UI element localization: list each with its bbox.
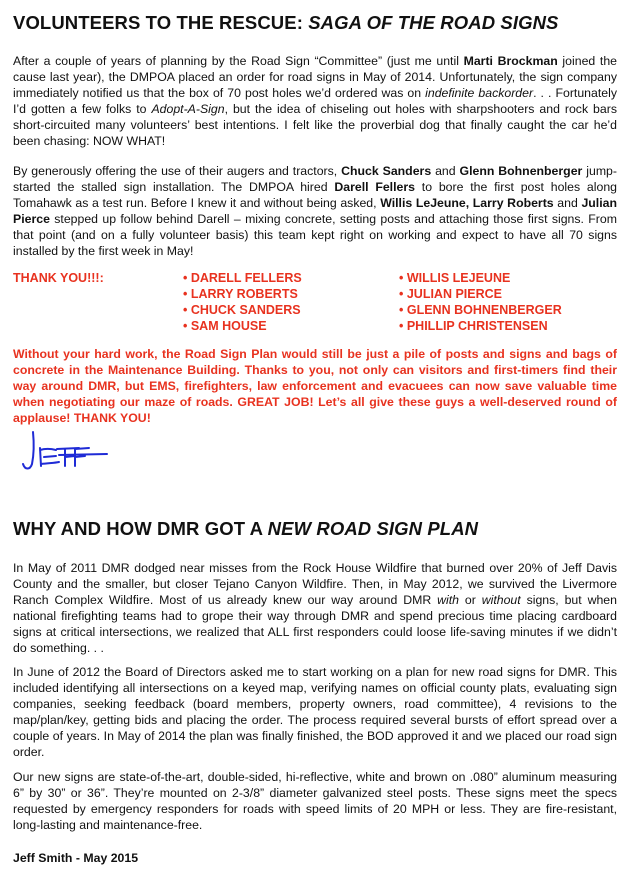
thank-you-list [13,270,617,334]
list-item: • JULIAN PIERCE [399,287,503,301]
list-item: • WILLIS LEJEUNE [399,271,511,285]
emphasis: Adopt-A-Sign [151,101,225,116]
volunteer-name: Glenn Bohnenberger [459,164,583,178]
volunteer-name: Chuck Sanders [341,164,432,178]
article2-title [13,518,478,540]
article1-paragraph-2: By generously offering the use of their augers and tractors, Chuck Sanders and Glenn Bohnenberger jump-started the stalled sign installation. The DMPOA hired Darell Fellers to bore the first post holes along Tomahawk as a test run. Before I knew it and without being asked, Willis LeJeune, Larry Roberts and Julian Pierce stepped up follow behind Darell – mixing concrete, setting posts and attaching those first signs. From that point (and on a fully volunteer basis) this team kept right on working and expect to have all 70 signs installed by the first week in May! [13,164,618,258]
article1-paragraph-1: After a couple of years of planning by the Road Sign “Committee” (just me until Marti Brockman joined the cause last year), the DMPOA placed an order for road signs in May of 2014. Unfortunately, the sign company immediately notified us that the box of 70 post holes we’d ordered was on indefinite backorder. . . Fortunately I’d gotten a few folks to Adopt-A-Sign, but the idea of chiseling out holes with sharpshooters and rock bars short-circuited many volunteers’ best intentions. I felt like the proverbial dog that finally caught the car he’d been chasing: NOW WHAT! [13,54,617,148]
list-item: • GLENN BOHNENBERGER [399,303,562,317]
volunteer-name: Julian Pierce [13,195,617,226]
jeff-signature [19,428,111,478]
article1-title-plain: VOLUNTEERS TO THE RESCUE: [13,12,309,33]
article2-title-plain: WHY AND HOW DMR GOT A [13,518,268,539]
article2-paragraph-1: In May of 2011 DMR dodged near misses from the Rock House Wildfire that burned over 20% of Jeff Davis County and the smaller, but closer Tejano Canyon Wildfire. Then, in May 2012, we survived the Livermore Ranch Complex Wildfire. Most of us already knew our way around DMR with or without signs, but when national firefighting teams had to grope their way through DMR and spend precious time placing cardboard signs at critical intersections, we realized that ALL first responders could loose life-saving minutes if we didn’t do something. . . [13,561,617,655]
emphasis: indefinite backorder [425,85,534,100]
volunteer-name: Darell Fellers [334,179,415,194]
article1-title-italic: SAGA OF THE ROAD SIGNS [308,12,559,33]
volunteer-name: Marti Brockman [463,54,558,68]
article1-title [13,12,558,34]
emphasis: with [437,592,459,607]
thank-you-label: THANK YOU!!!: [13,271,104,285]
article2-paragraph-3: Our new signs are state-of-the-art, double-sided, hi-reflective, white and brown on .080” aluminum measuring 6” by 30” or 36”. They’re mounted on 2-3/8” diameter galvanized steel posts. These signs meet the specs requested by emergency responders for roads with speed limits of 20 MPH or less. They are fire-resistant, long-lasting and maintenance-free. [13,770,617,832]
article2-paragraph-2: In June of 2012 the Board of Directors asked me to start working on a plan for new road signs for DMR. This included identifying all intersections on a keyed map, verifying names on official county plats, evaluating sign companies, seeking feedback (board members, property owners, road committee), 4 revisions to the map/plan/key, getting bids and placing the order. The process required several bursts of effort spread over a couple of years. In May of 2014 the plan was finally finished, the BOD approved it and we placed our road sign order. [13,665,617,759]
list-item: • LARRY ROBERTS [183,287,298,301]
thank-you-paragraph: Without your hard work, the Road Sign Plan would still be just a pile of posts and signs and bags of concrete in the Maintenance Building. Thanks to you, not only can visitors and first-timers find their way around DMR, but EMS, firefighters, law enforcement and evacuees can now save valuable time when negotiating our maze of roads. GREAT JOB! Let’s all give these guys a well-deserved round of applause! THANK YOU! [13,347,617,425]
list-item: • CHUCK SANDERS [183,303,301,317]
article2-title-italic: NEW ROAD SIGN PLAN [267,518,479,539]
list-item: • SAM HOUSE [183,319,267,333]
list-item: • DARELL FELLERS [183,271,302,285]
thank-you-column-1 [183,270,302,334]
author-byline: Jeff Smith - May 2015 [13,851,139,865]
list-item: • PHILLIP CHRISTENSEN [399,319,548,333]
thank-you-column-2 [399,270,562,334]
volunteer-name: Willis LeJeune, Larry Roberts [380,195,554,210]
emphasis: without [481,592,521,607]
